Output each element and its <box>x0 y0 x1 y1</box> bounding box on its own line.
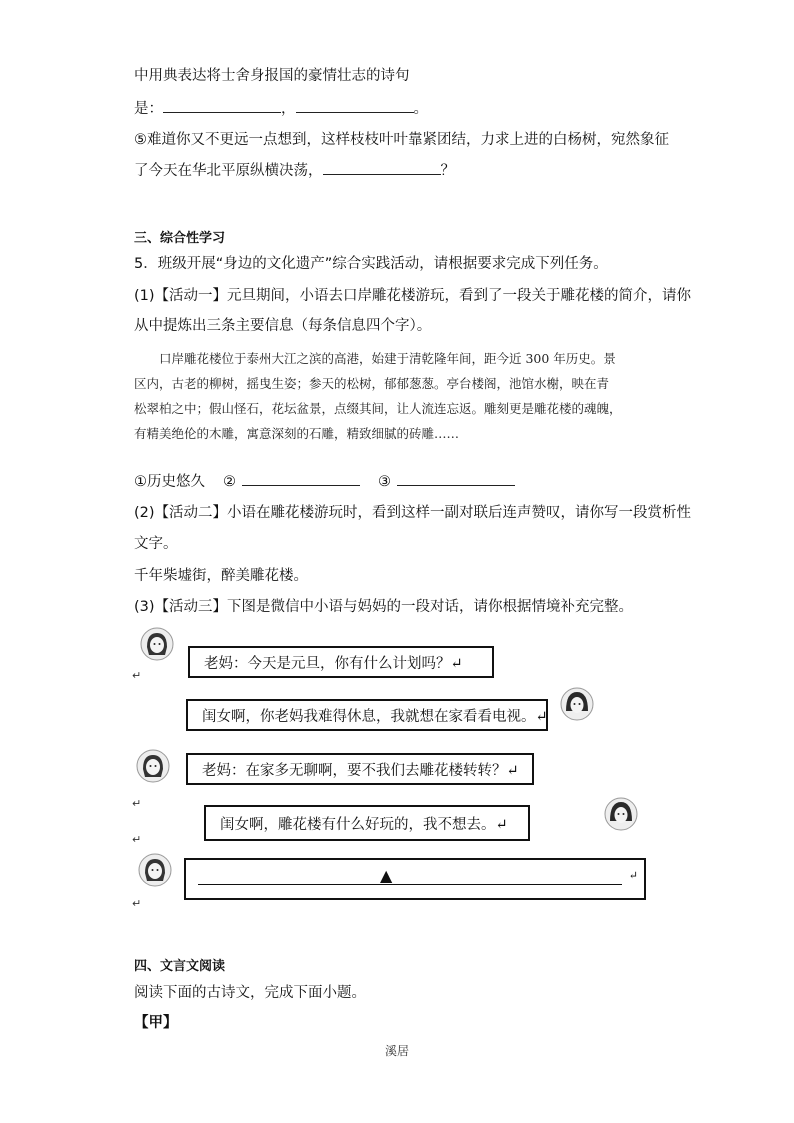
answer-two-label: ② <box>223 474 236 490</box>
question-mark: ？ <box>440 163 455 179</box>
passage-line: 口岸雕花楼位于泰州大江之滨的高港，始建于清乾隆年间，距今近 300 年历史。景 <box>134 351 616 366</box>
chat-message-daughter: 老妈：今天是元旦，你有什么计划吗？↵ <box>188 646 494 678</box>
activity-text: 文字。 <box>134 536 178 552</box>
return-mark: ↵ <box>628 869 638 882</box>
activity-text: (1)【活动一】元旦期间，小语去口岸雕花楼游玩，看到了一段关于雕花楼的简介，请你 <box>134 288 692 304</box>
chat-message-daughter: 老妈：在家多无聊啊，要不我们去雕花楼转转？↵ <box>186 753 534 785</box>
answer-line <box>134 471 515 492</box>
daughter-avatar-icon <box>140 627 174 661</box>
return-mark: ↵ <box>132 833 142 846</box>
chat-message-mom: 闺女啊，你老妈我难得休息，我就想在家看看电视。↵ <box>186 699 548 731</box>
section-heading: 三、综合性学习 <box>134 231 226 246</box>
text-line: 中用典表达将士舍身报国的豪情壮志的诗句 <box>134 68 410 84</box>
chat-message-mom: 闺女啊，雕花楼有什么好玩的，我不想去。↵ <box>204 805 530 841</box>
answer-blank[interactable] <box>163 98 281 113</box>
text-line: ⑤难道你又不更远一点想到，这样枝枝叶叶靠紧团结，力求上进的白杨树，宛然象征 <box>134 132 669 148</box>
activity-text: (3)【活动三】下图是微信中小语与妈妈的一段对话，请你根据情境补充完整。 <box>134 599 634 615</box>
section-intro: 阅读下面的古诗文，完成下面小题。 <box>134 985 366 1001</box>
answer-one: ①历史悠久 <box>134 474 205 490</box>
fill-in-line <box>134 160 455 181</box>
answer-blank[interactable] <box>242 471 360 486</box>
intro-passage <box>134 346 664 446</box>
section-heading: 四、文言文阅读 <box>134 959 226 974</box>
mom-avatar-icon <box>560 687 594 721</box>
return-mark: ↵ <box>132 669 142 682</box>
return-mark: ↵ <box>132 797 142 810</box>
answer-marker: ▲ <box>380 866 393 885</box>
mom-avatar-icon <box>604 797 638 831</box>
answer-underline <box>198 884 622 885</box>
passage-label: 【甲】 <box>134 1015 178 1031</box>
wechat-dialogue <box>134 625 674 915</box>
line-prefix: 是： <box>134 101 163 117</box>
daughter-avatar-icon <box>136 749 170 783</box>
passage-line: 松翠柏之中；假山怪石，花坛盆景，点缀其间，让人流连忘返。雕刻更是雕花楼的魂魄， <box>134 401 622 416</box>
period: 。 <box>413 101 428 117</box>
passage-line: 有精美绝伦的木雕，寓意深刻的石雕，精致细腻的砖雕…… <box>134 426 460 441</box>
answer-three-label: ③ <box>378 474 391 490</box>
chat-answer-box[interactable] <box>184 858 646 900</box>
answer-blank[interactable] <box>397 471 515 486</box>
activity-text: 从中提炼出三条主要信息（每条信息四个字）。 <box>134 318 432 334</box>
couplet-text: 千年柴墟街，醉美雕花楼。 <box>134 568 308 584</box>
comma: ， <box>281 101 296 117</box>
passage-line: 区内，古老的柳树，摇曳生姿；参天的松树，郁郁葱葱。亭台楼阁，池馆水榭，映在青 <box>134 376 610 391</box>
answer-blank[interactable] <box>296 98 414 113</box>
question-text: 5．班级开展“身边的文化遗产”综合实践活动，请根据要求完成下列任务。 <box>134 256 608 272</box>
line-prefix: 了今天在华北平原纵横决荡， <box>134 163 323 179</box>
activity-text: (2)【活动二】小语在雕花楼游玩时，看到这样一副对联后连声赞叹，请你写一段赏析性 <box>134 505 692 521</box>
answer-blank[interactable] <box>323 160 441 175</box>
daughter-avatar-icon <box>138 853 172 887</box>
poem-title: 溪居 <box>384 1044 409 1058</box>
return-mark: ↵ <box>132 897 142 910</box>
fill-in-line <box>134 98 428 119</box>
